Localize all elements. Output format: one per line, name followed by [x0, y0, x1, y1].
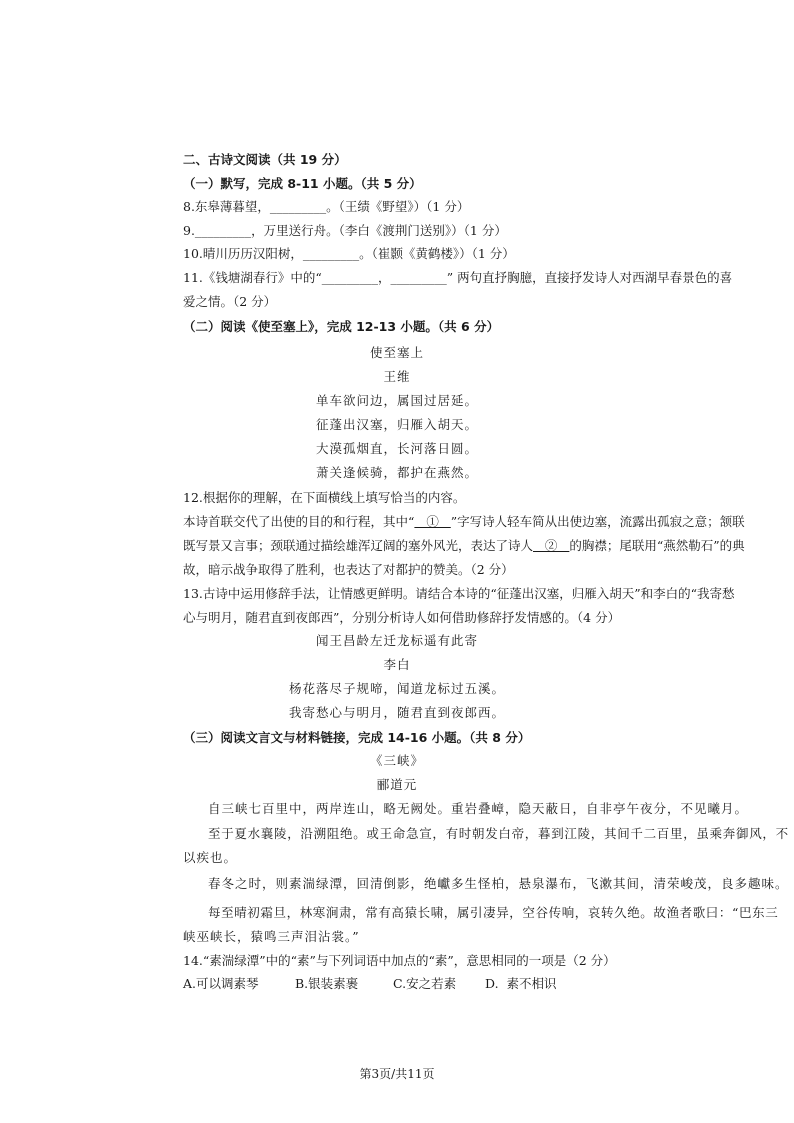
question-12-para-line1: [183, 514, 745, 530]
poem2-author: 李白: [383, 657, 411, 672]
question-11-line2: 爱之情。（2 分）: [183, 294, 277, 309]
question-13-line2: 心与明月，随君直到夜郎西”，分别分析诗人如何借助修辞抒发情感的。（4 分）: [183, 610, 621, 625]
poem-title: 使至塞上: [369, 345, 424, 360]
text-para-1: 自三峡七百里中，两岸连山，略无阙处。重岩叠嶂，隐天蔽日，自非亭午夜分，不见曦月。: [208, 801, 749, 816]
q12-blank-2: ②: [533, 538, 570, 553]
q14-option-d: D. 素不相识: [485, 976, 557, 991]
part2-heading: （二）阅读《使至塞上》，完成 12-13 小题。（共 6 分）: [183, 319, 500, 334]
q12-blank-1: ①: [414, 514, 451, 529]
text-para-4-line2: 峡巫峡长，猿鸣三声泪沾裳。”: [183, 929, 360, 944]
poem2-line-2: 我寄愁心与明月，随君直到夜郎西。: [288, 705, 505, 720]
question-10: 10.晴川历历汉阳树，_________。（崔颢《黄鹤楼》）（1 分）: [183, 246, 515, 261]
question-9: 9._________，万里送行舟。（李白《渡荆门送别》）（1 分）: [183, 223, 507, 238]
text-author: 郦道元: [376, 777, 418, 792]
text-para-2-line1: 至于夏水襄陵，沿溯阻绝。或王命急宣，有时朝发白帝，暮到江陵，其间千二百里，虽乘奔御风，不: [208, 826, 789, 841]
q12-text-c: 既写景又言事；颈联通过描绘雄浑辽阔的塞外风光，表达了诗人: [183, 538, 534, 553]
poem-line-1: 单车欲问边，属国过居延。: [315, 393, 478, 408]
q12-text-b: ”字写诗人轻车简从出使边塞，流露出孤寂之意；颔联: [450, 514, 745, 529]
q14-option-b: B.银装素裹: [295, 976, 359, 991]
q14-option-c: C.安之若素: [393, 976, 457, 991]
text-title: 《三峡》: [369, 753, 424, 768]
text-para-2-line2: 以疾也。: [183, 850, 238, 865]
poem-line-2: 征蓬出汉塞，归雁入胡天。: [315, 417, 478, 432]
question-12-para-line2: [183, 538, 745, 554]
poem-line-4: 萧关逢候骑，都护在燕然。: [315, 465, 478, 480]
poem2-line-1: 杨花落尽子规啼，闻道龙标过五溪。: [288, 681, 505, 696]
part1-heading: （一）默写，完成 8-11 小题。（共 5 分）: [183, 176, 422, 191]
part3-heading: （三）阅读文言文与材料链接，完成 14-16 小题。（共 8 分）: [183, 730, 531, 745]
question-14: 14.“素湍绿潭”中的“素”与下列词语中加点的“素”，意思相同的一项是（2 分）: [183, 953, 616, 968]
q12-text-a: 本诗首联交代了出使的目的和行程，其中“: [183, 514, 415, 529]
poem-line-3: 大漠孤烟直，长河落日圆。: [315, 441, 478, 456]
section2-heading: 二、古诗文阅读（共 19 分）: [183, 152, 347, 167]
text-para-3: 春冬之时，则素湍绿潭，回清倒影，绝巘多生怪柏，悬泉瀑布，飞漱其间，清荣峻茂，良多趣味。: [208, 876, 789, 891]
poem2-title: 闻王昌龄左迁龙标遥有此寄: [315, 633, 478, 648]
question-13-line1: 13.古诗中运用修辞手法，让情感更鲜明。请结合本诗的“征蓬出汉塞，归雁入胡天”和李白的“我寄愁: [183, 586, 735, 601]
q12-text-d: 的胸襟；尾联用“燕然勒石”的典: [569, 538, 745, 553]
page-footer: 第3页/共11页: [359, 1067, 435, 1081]
question-12: 12.根据你的理解，在下面横线上填写恰当的内容。: [183, 490, 466, 505]
poem-author: 王维: [383, 369, 411, 384]
question-12-para-line3: 故，暗示战争取得了胜利，也表达了对都护的赞美。（2 分）: [183, 562, 514, 577]
q14-option-a: A.可以调素琴: [183, 976, 259, 991]
text-para-4-line1: 每至晴初霜旦，林寒涧肃，常有高猿长啸，属引凄异，空谷传响，哀转久绝。故渔者歌曰：“巴东三: [208, 905, 779, 920]
question-11-line1: 11.《钱塘湖春行》中的“_________，_________” 两句直抒胸臆，直接抒发诗人对西湖早春景色的喜: [183, 270, 733, 285]
question-8: 8.东皋薄暮望，_________。（王绩《野望》）（1 分）: [183, 199, 470, 214]
